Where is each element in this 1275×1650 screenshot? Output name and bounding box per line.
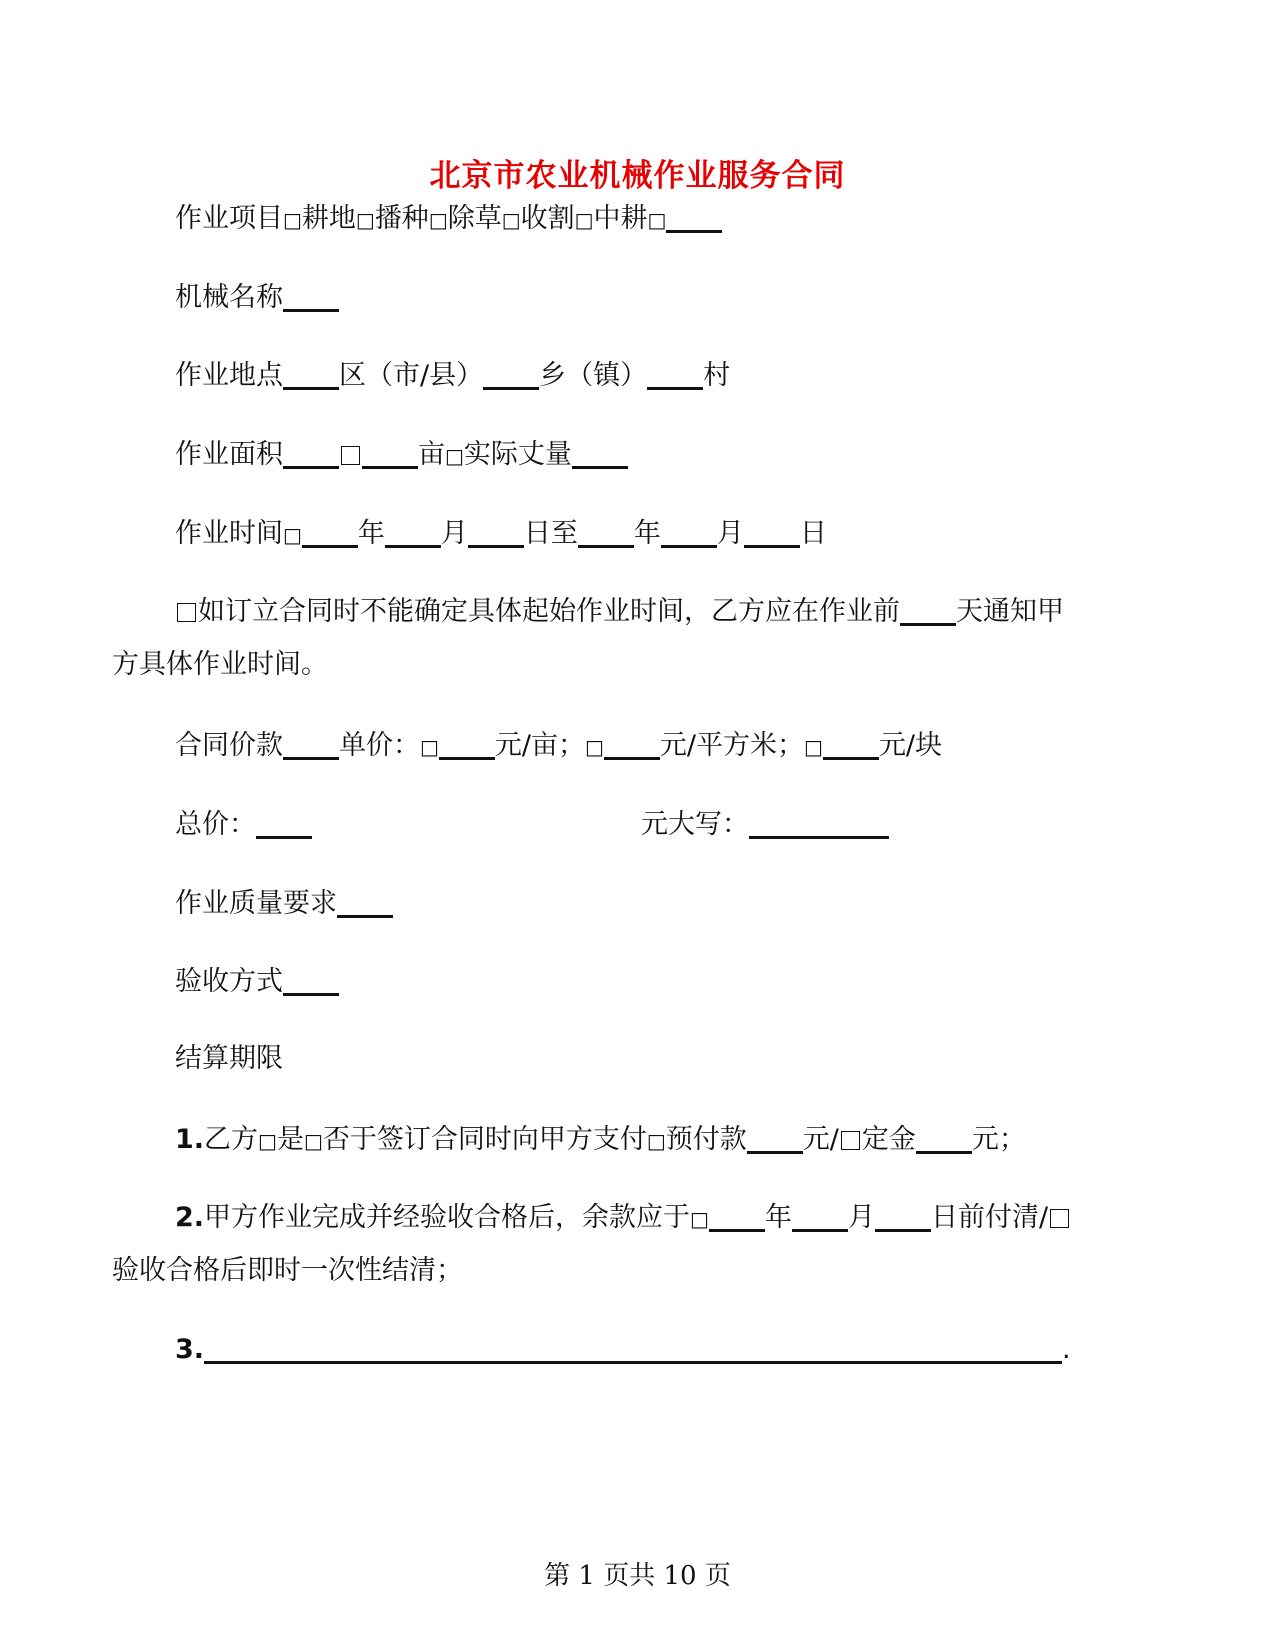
checkbox-icon[interactable]: □ [646, 1129, 666, 1153]
checkbox-icon[interactable]: □ [303, 1129, 323, 1153]
checkbox-icon[interactable]: □ [445, 444, 464, 468]
blank-field[interactable] [578, 515, 634, 548]
clause-3: 3. . [175, 1331, 1071, 1367]
blank-field[interactable] [204, 1331, 1062, 1364]
machine-name-line: 机械名称 [175, 279, 339, 315]
checkbox-icon[interactable]: □ [804, 735, 823, 759]
checkbox-icon[interactable]: □ [258, 1129, 277, 1153]
checkbox-icon[interactable]: □ [283, 208, 302, 232]
blank-field[interactable] [916, 1121, 972, 1154]
blank-field[interactable] [900, 593, 956, 626]
total-capital-label: 元大写： [641, 806, 889, 842]
price-line: 合同价款 单价：□ 元/亩；□ 元/平方米；□ 元/块 [175, 727, 942, 764]
notice-line-1: 如订立合同时不能确定具体起始作业时间，乙方应在作业前 天通知甲 [175, 593, 1064, 629]
checkbox-icon[interactable] [177, 603, 196, 622]
checkbox-icon[interactable]: □ [355, 208, 375, 232]
total-price-label: 总价： [175, 806, 312, 842]
checkbox-icon[interactable]: □ [585, 735, 604, 759]
blank-field[interactable] [337, 885, 393, 918]
blank-field[interactable] [647, 357, 703, 390]
location-line: 作业地点 区（市/县） 乡（镇） 村 [175, 357, 730, 393]
checkbox-icon[interactable]: □ [428, 208, 448, 232]
notice-line-2: 方具体作业时间。 [112, 649, 328, 680]
blank-field[interactable] [604, 727, 660, 760]
blank-field[interactable] [792, 1199, 848, 1232]
checkbox-icon[interactable]: □ [501, 208, 521, 232]
quality-line: 作业质量要求 [175, 885, 393, 921]
blank-field[interactable] [666, 200, 722, 233]
blank-field[interactable] [744, 515, 800, 548]
clause-1: 1.乙方□是□否于签订合同时向甲方支付□预付款 元/ 定金 元； [175, 1121, 1026, 1158]
blank-field[interactable] [483, 357, 539, 390]
work-items-line: 作业项目□耕地□播种□除草□收割□中耕□ [175, 200, 722, 237]
checkbox-icon[interactable]: □ [420, 735, 439, 759]
checkbox-icon[interactable]: □ [647, 208, 667, 232]
blank-field[interactable] [283, 436, 339, 469]
blank-field[interactable] [283, 963, 339, 996]
checkbox-icon[interactable] [841, 1131, 860, 1150]
page-footer: 第 1 页共 10 页 [544, 1561, 731, 1591]
clause-2: 2.甲方作业完成并经验收合格后，余款应于□ 年 月 日前付清/ [175, 1199, 1071, 1236]
work-time-line: 作业时间□ 年 月 日至 年 月 日 [175, 515, 827, 552]
settlement-heading: 结算期限 [175, 1043, 283, 1074]
blank-field[interactable] [823, 727, 879, 760]
blank-field[interactable] [747, 1121, 803, 1154]
document-title: 北京市农业机械作业服务合同 [429, 158, 846, 194]
blank-field[interactable] [468, 515, 524, 548]
blank-field[interactable] [749, 806, 889, 839]
blank-field[interactable] [875, 1199, 931, 1232]
blank-field[interactable] [709, 1199, 765, 1232]
area-line: 作业面积 亩□实际丈量 [175, 436, 628, 473]
blank-field[interactable] [385, 515, 441, 548]
checkbox-icon[interactable]: □ [574, 208, 594, 232]
blank-field[interactable] [283, 357, 339, 390]
acceptance-line: 验收方式 [175, 963, 339, 999]
checkbox-icon[interactable] [341, 446, 360, 465]
blank-field[interactable] [572, 436, 628, 469]
checkbox-icon[interactable]: □ [283, 523, 302, 547]
checkbox-icon[interactable]: □ [690, 1207, 709, 1231]
blank-field[interactable] [661, 515, 717, 548]
blank-field[interactable] [362, 436, 418, 469]
checkbox-icon[interactable] [1050, 1209, 1069, 1228]
blank-field[interactable] [439, 727, 495, 760]
clause-2-cont: 验收合格后即时一次性结清； [112, 1255, 463, 1286]
blank-field[interactable] [256, 806, 312, 839]
blank-field[interactable] [302, 515, 358, 548]
blank-field[interactable] [283, 727, 339, 760]
blank-field[interactable] [283, 279, 339, 312]
